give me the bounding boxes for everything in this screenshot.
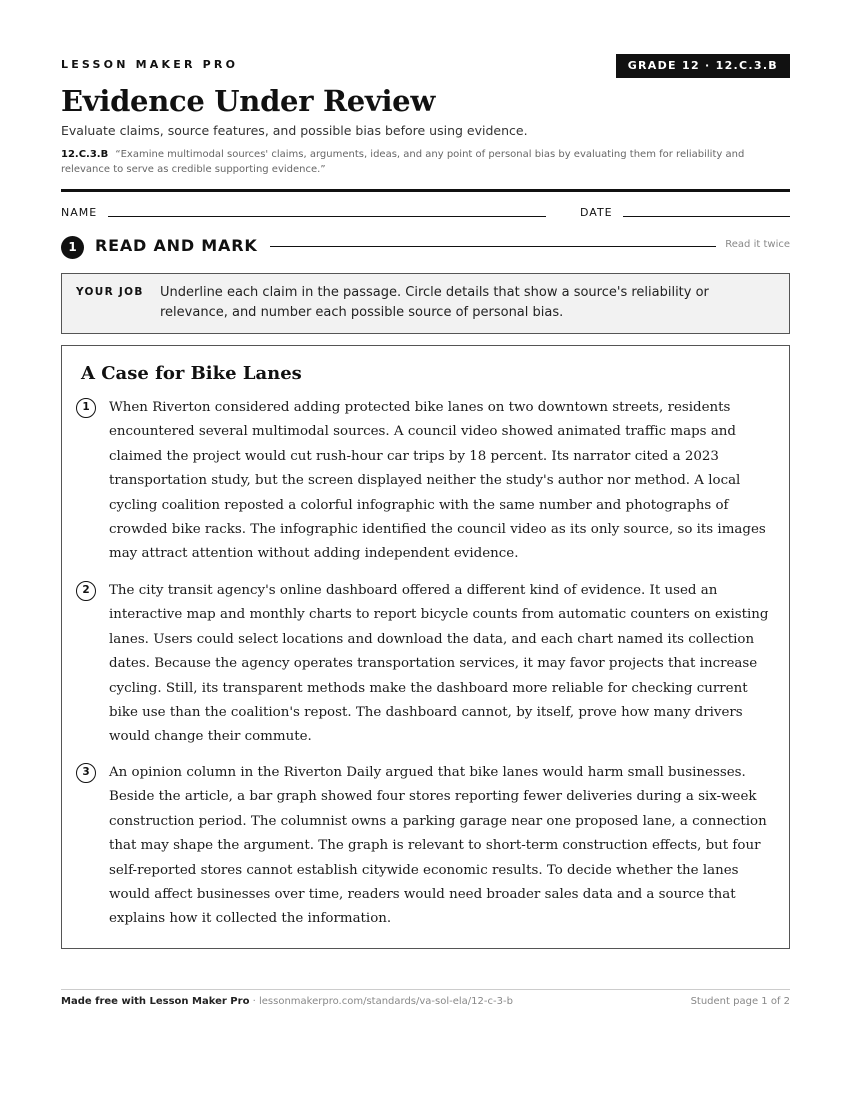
paragraph-number-3: 3 xyxy=(76,763,96,783)
job-instructions-box xyxy=(61,273,790,334)
name-label: NAME xyxy=(61,206,98,219)
date-field[interactable] xyxy=(623,216,790,217)
grade-badge: GRADE 12 · 12.C.3.B xyxy=(616,54,790,78)
paragraph-number-2: 2 xyxy=(76,581,96,601)
paragraph-1: When Riverton considered adding protected bike lanes on two downtown streets, residents encountered several multimodal sources. A council video showed animated traffic maps and claimed the project would cut rush-hour car trips by 18 percent. Its narrator cited a 2023 transportation study, but the screen displayed neither the study's author nor method. A local cycling coalition reposted a colorful infographic with the same number and photographs of crowded bike racks. The infographic identified the council video as its only source, so its images may attract attention without adding independent evidence. xyxy=(109,400,766,562)
job-text: Underline each claim in the passage. Circle details that show a source's reliability or relevance, and number each possible source of personal bias. xyxy=(160,285,709,320)
job-label: YOUR JOB xyxy=(76,286,144,298)
section-title: READ AND MARK xyxy=(95,236,258,255)
paragraph-2: The city transit agency's online dashboard offered a different kind of evidence. It used an interactive map and monthly charts to report bicycle counts from automatic counters on existing lanes. Users could select locations and download the data, and each chart named its collection dates. Because the agency operates transportation services, it may favor projects that increase cycling. Still, its transparent methods make the dashboard more reliable for checking current bike use than the coalition's repost. The dashboard cannot, by itself, prove how many drivers would change their commute. xyxy=(109,583,769,745)
standard-statement xyxy=(61,147,790,177)
passage-title: A Case for Bike Lanes xyxy=(81,363,302,384)
section-number-badge: 1 xyxy=(61,236,84,259)
brand-name: LESSON MAKER PRO xyxy=(61,58,239,71)
section-note: Read it twice xyxy=(725,239,790,250)
standard-text: “Examine multimodal sources' claims, arguments, ideas, and any point of personal bias by evaluating them for reliability and relevance to serve as credible supporting evidence.” xyxy=(61,149,745,175)
footer-credit xyxy=(61,996,513,1007)
section-rule xyxy=(270,246,716,247)
footer-url[interactable]: lessonmakerpro.com/standards/va-sol-ela/12-c-3-b xyxy=(258,996,513,1007)
paragraph-3: An opinion column in the Riverton Daily argued that bike lanes would harm small businesses. Beside the article, a bar graph showed four stores reporting fewer deliveries during a six-week construction period. The columnist owns a parking garage near one proposed lane, a connection that may shape the argument. The graph is relevant to short-term construction effects, but four self-reported stores cannot establish citywide economic results. To decide whether the lanes would affect businesses over time, readers would need broader sales data and a source that explains how it collected the information. xyxy=(109,765,767,927)
page-title: Evidence Under Review xyxy=(61,84,435,118)
paragraph-number-1: 1 xyxy=(76,398,96,418)
date-label: DATE xyxy=(580,206,613,219)
standard-code: 12.C.3.B xyxy=(61,149,109,160)
footer-page-number: Student page 1 of 2 xyxy=(690,996,790,1007)
page-subtitle: Evaluate claims, source features, and possible bias before using evidence. xyxy=(61,123,528,138)
name-field[interactable] xyxy=(108,216,546,217)
footer-divider xyxy=(61,989,790,990)
footer-made-with: Made free with Lesson Maker Pro xyxy=(61,996,250,1007)
passage-box xyxy=(61,345,790,949)
footer-separator: · xyxy=(249,996,259,1007)
header-divider xyxy=(61,189,790,192)
